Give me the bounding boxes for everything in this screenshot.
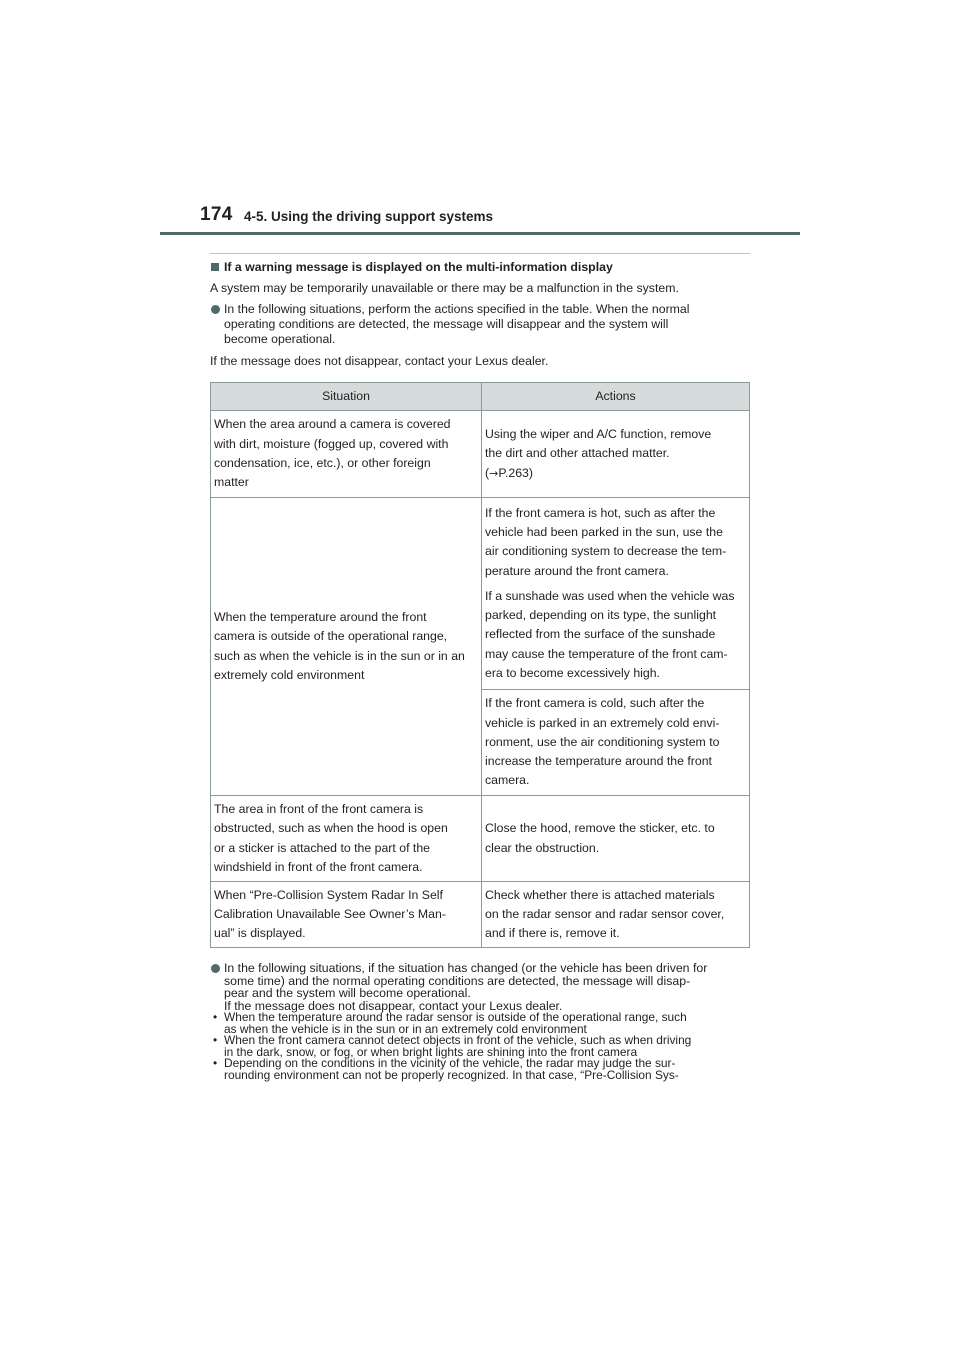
header-rule bbox=[160, 232, 800, 235]
cell-line: If a sunshade was used when the vehicle was bbox=[485, 588, 735, 603]
list-line: When the front camera cannot detect objects in front of the vehicle, such as when driving bbox=[224, 1033, 692, 1047]
heading-text: If a warning message is displayed on the multi-information display bbox=[224, 259, 613, 274]
cell-line: with dirt, moisture (fogged up, covered with bbox=[214, 436, 449, 451]
page-reference: P.263) bbox=[498, 465, 533, 480]
cell-line: parked, depending on its type, the sunlight bbox=[485, 608, 717, 623]
situation-cell bbox=[211, 498, 482, 796]
cell-line: camera. bbox=[485, 773, 530, 788]
bullet-line: operating conditions are detected, the message will disappear and the system will bbox=[224, 317, 669, 331]
bullet-line: pear and the system will become operational. bbox=[224, 986, 471, 1000]
cell-line: the dirt and other attached matter. bbox=[485, 446, 670, 461]
bullet-line: In the following situations, perform the actions specified in the table. When the normal bbox=[224, 302, 690, 316]
list-item bbox=[210, 1058, 750, 1081]
cell-line: obstructed, such as when the hood is open bbox=[214, 821, 448, 836]
after-table-section bbox=[210, 962, 750, 1081]
column-header-situation: Situation bbox=[211, 383, 482, 411]
table-row bbox=[211, 796, 750, 882]
bullet-dot-icon: • bbox=[213, 1033, 218, 1047]
table-row bbox=[211, 498, 750, 690]
cell-line: condensation, ice, etc.), or other foreign bbox=[214, 456, 431, 470]
cell-line: vehicle had been parked in the sun, use the bbox=[485, 524, 723, 539]
cell-line: If the front camera is hot, such as after the bbox=[485, 505, 716, 520]
situation-table bbox=[210, 382, 750, 948]
cell-line: era to become excessively high. bbox=[485, 666, 660, 681]
cell-line: air conditioning system to decrease the tem- bbox=[485, 544, 727, 559]
cell-line: camera is outside of the operational range, bbox=[214, 629, 448, 644]
action-cell bbox=[482, 411, 750, 498]
situation-cell bbox=[211, 882, 482, 948]
action-paragraph bbox=[485, 504, 746, 581]
cell-line: Check whether there is attached materials bbox=[485, 887, 715, 902]
cell-line: When the temperature around the front bbox=[214, 609, 427, 624]
table-row bbox=[211, 882, 750, 948]
intro-section bbox=[210, 259, 750, 369]
cell-line: Using the wiper and A/C function, remove bbox=[485, 427, 712, 442]
section-title: 4-5. Using the driving support systems bbox=[244, 209, 494, 224]
cell-line: or a sticker is attached to the part of the bbox=[214, 840, 430, 855]
dealer-note: If the message does not disappear, contact your Lexus dealer. bbox=[210, 354, 549, 368]
cell-line: reflected from the surface of the sunshade bbox=[485, 627, 716, 642]
cell-line: may cause the temperature of the front cam- bbox=[485, 646, 728, 661]
cell-line: extremely cold environment bbox=[214, 667, 365, 682]
cell-line: ual” is displayed. bbox=[214, 926, 306, 941]
cell-line: increase the temperature around the front bbox=[485, 754, 712, 769]
cell-line: windshield in front of the front camera. bbox=[214, 859, 423, 874]
cell-line: such as when the vehicle is in the sun or in an bbox=[214, 648, 465, 663]
bullet-line: some time) and the normal operating conditions are detected, the message will disap- bbox=[224, 973, 691, 988]
circle-bullet-icon bbox=[211, 964, 220, 973]
square-bullet-icon bbox=[211, 263, 219, 271]
list-item bbox=[210, 1035, 750, 1058]
list-line: rounding environment can not be properly recognized. In that case, “Pre-Collision Sys- bbox=[224, 1067, 679, 1082]
cell-line: ronment, use the air conditioning system to bbox=[485, 734, 720, 749]
bullet-line: become operational. bbox=[224, 332, 336, 346]
page-number: 174 bbox=[200, 204, 233, 225]
cell-line: When the area around a camera is covered bbox=[214, 417, 451, 432]
cell-line: Close the hood, remove the sticker, etc. to bbox=[485, 821, 715, 836]
cell-line: clear the obstruction. bbox=[485, 840, 600, 855]
cell-line: (→P.263) bbox=[485, 465, 533, 480]
arrow-right-icon: → bbox=[489, 466, 499, 480]
divider bbox=[210, 253, 750, 254]
list-line: as when the vehicle is in the sun or in an extremely cold environment bbox=[224, 1021, 587, 1036]
action-cell bbox=[482, 498, 750, 690]
page-header bbox=[160, 204, 800, 236]
table-header-row bbox=[211, 383, 750, 411]
bullet-paragraph bbox=[210, 302, 750, 347]
cell-line: perature around the front camera. bbox=[485, 563, 669, 578]
action-cell bbox=[482, 796, 750, 882]
cell-line: Calibration Unavailable See Owner’s Man- bbox=[214, 906, 446, 921]
bullet-paragraph bbox=[210, 962, 750, 1012]
intro-text: A system may be temporarily unavailable or there may be a malfunction in the system. bbox=[210, 281, 679, 295]
cell-line: and if there is, remove it. bbox=[485, 926, 620, 941]
bullet-dot-icon: • bbox=[213, 1056, 218, 1070]
subsection-heading bbox=[210, 259, 750, 275]
bullet-line: In the following situations, if the situation has changed (or the vehicle has been driven for bbox=[224, 961, 708, 975]
list-item bbox=[210, 1012, 750, 1035]
cell-line: on the radar sensor and radar sensor cover, bbox=[485, 906, 725, 921]
list-line: Depending on the conditions in the vicinity of the vehicle, the radar may judge the sur- bbox=[224, 1056, 676, 1070]
list-line: in the dark, snow, or fog, or when bright lights are shining into the front camera bbox=[224, 1044, 638, 1059]
bullet-dot-icon: • bbox=[213, 1010, 218, 1024]
action-cell bbox=[482, 690, 750, 796]
action-paragraph bbox=[485, 587, 746, 683]
situation-cell bbox=[211, 796, 482, 882]
column-header-actions: Actions bbox=[482, 383, 750, 411]
circle-bullet-icon bbox=[211, 305, 220, 314]
cell-line: vehicle is parked in an extremely cold envi- bbox=[485, 715, 720, 730]
action-cell bbox=[482, 882, 750, 948]
list-line: When the temperature around the radar sensor is outside of the operational range, such bbox=[224, 1010, 687, 1024]
cell-line: The area in front of the front camera is bbox=[214, 801, 424, 816]
table-row bbox=[211, 411, 750, 498]
cell-line: If the front camera is cold, such after the bbox=[485, 696, 705, 711]
cell-line: matter bbox=[214, 475, 249, 490]
cell-line: When “Pre-Collision System Radar In Self bbox=[214, 887, 443, 902]
bullet-line: If the message does not disappear, contact your Lexus dealer. bbox=[224, 998, 563, 1013]
situation-cell bbox=[211, 411, 482, 498]
